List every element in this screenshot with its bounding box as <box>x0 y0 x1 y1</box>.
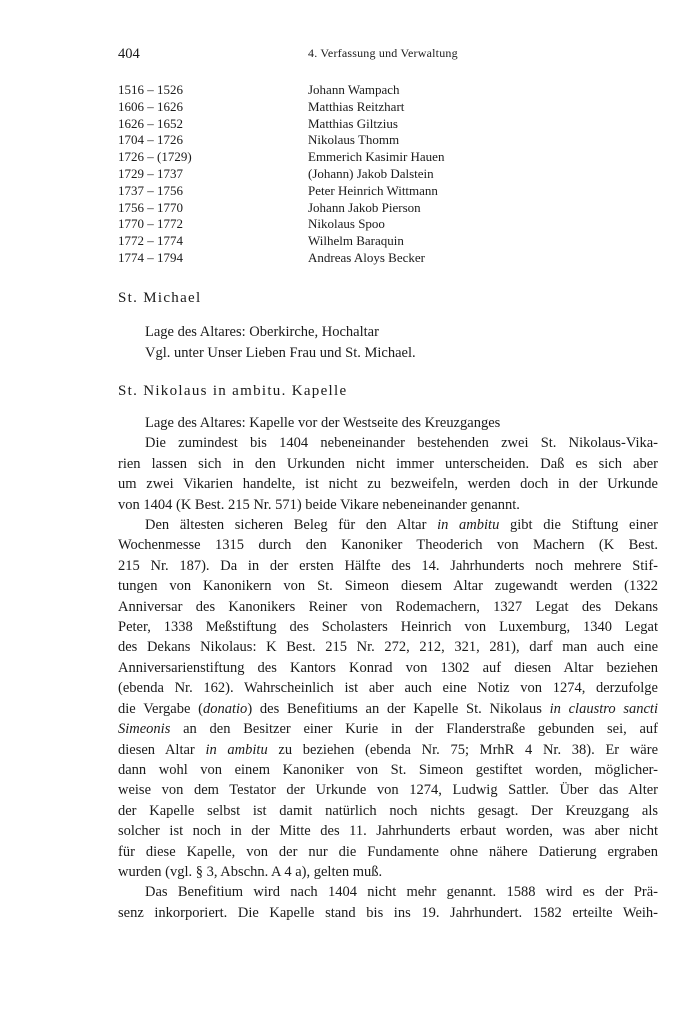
page-number: 404 <box>118 46 140 62</box>
vicar-name: Andreas Aloys Becker <box>308 249 425 265</box>
vicar-years: 1516 – 1526 <box>118 82 183 97</box>
section-title: 4. Verfassung und Verwaltung <box>308 46 458 60</box>
vicar-name: Matthias Reitzhart <box>308 98 405 114</box>
vicar-years: 1756 – 1770 <box>118 199 183 215</box>
paragraph: Den ältesten sicheren Beleg für den Altar in ambitu gibt die Stiftung einer Wochenmesse 1315 durch den Kanoniker Theoderich von Machern (K Best. 215 Nr. 187). Da in der ersten Hälfte des 14. Jahrhunderts noch mehrere Stif- tungen von Kanonikern von St. Simeon diesem Altar zugewandt werden (1322 Anniversar des Kanonikers Reiner von Rodemachern, 1327 Legat des Dekans Peter, 1338 Meßstiftung des Scholasters Heinrich von Luxemburg, 1340 Legat des Dekans Nikolaus: K Best. 215 Nr. 272, 212, 321, 281), darf man auch eine Anniversarienstiftung des Kantors Konrad von 1302 auf diesen Altar beziehen (ebenda Nr. 162). Wahrscheinlich ist aber auch eine Notiz von 1274, derzufolge die Vergabe (donatio) des Benefitiums an der Kapelle St. Nikolaus in claustro sancti Simeonis an den Besitzer einer Kurie in der Flanderstraße gebunden sei, auf diesen Altar in ambitu zu beziehen (ebenda Nr. 75; MrhR 4 Nr. 38). Er wäre dann wohl von einem Kanoniker von St. Simeon gestiftet worden, möglicher- weise von dem Testator der Urkunde von 1274, Ludwig Sattler. Über das Alter der Kapelle selbst ist damit natürlich noch nichts gesagt. Der Kreuzgang als solcher ist noch in der Mitte des 11. Jahrhunderts erbaut worden, was aber nicht für diese Kapelle, von der nur die Fundamente ohne nähere Datierung ergraben wurden (vgl. § 3, Abschn. A 4 a), gelten muß. <box>118 517 659 880</box>
paragraph: Das Benefitium wird nach 1404 nicht mehr genannt. 1588 wird es der Prä- senz inkorporiert. Die Kapelle stand bis ins 19. Jahrhundert. 1582 erteilte Weih- <box>118 884 658 921</box>
vicar-years: 1729 – 1737 <box>118 165 183 181</box>
list-item <box>118 250 658 267</box>
vicar-name: Nikolaus Thomm <box>308 132 400 148</box>
vicar-years: 1774 – 1794 <box>118 249 183 265</box>
vicar-name: Matthias Giltzius <box>308 115 398 131</box>
vicar-name: Johann Wampach <box>308 82 400 97</box>
heading-st-michael: St. Michael <box>118 290 202 306</box>
vicar-years: 1772 – 1774 <box>118 233 183 249</box>
st-nikolaus-text <box>118 413 658 923</box>
vicar-name: Emmerich Kasimir Hauen <box>308 149 445 165</box>
list-item <box>118 233 658 250</box>
list-item <box>118 200 658 217</box>
running-head <box>118 46 658 66</box>
vicar-name: (Johann) Jakob Dalstein <box>308 165 434 181</box>
list-item <box>118 216 658 233</box>
list-item <box>118 149 658 166</box>
heading-st-nikolaus: St. Nikolaus in ambitu. Kapelle <box>118 383 348 399</box>
list-item <box>118 183 658 200</box>
list-item <box>118 166 658 183</box>
vicar-name: Peter Heinrich Wittmann <box>308 182 438 198</box>
st-michael-location: Lage des Altares: Oberkirche, Hochaltar <box>145 324 379 340</box>
vicar-name: Wilhelm Baraquin <box>308 233 404 249</box>
list-item <box>118 82 658 99</box>
vicar-years: 1704 – 1726 <box>118 132 183 148</box>
vicar-name: Nikolaus Spoo <box>308 216 385 232</box>
vicar-years: 1770 – 1772 <box>118 216 183 232</box>
vicar-name: Johann Jakob Pierson <box>308 199 421 215</box>
st-nikolaus-location: Lage des Altares: Kapelle vor der Westseite des Kreuzganges <box>145 415 501 431</box>
list-item <box>118 132 658 149</box>
list-item <box>118 116 658 133</box>
st-michael-reference: Vgl. unter Unser Lieben Frau und St. Michael. <box>145 345 416 361</box>
list-item <box>118 99 658 116</box>
vicar-list <box>118 82 658 267</box>
paragraph: Die zumindest bis 1404 nebeneinander bestehenden zwei St. Nikolaus-Vika- rien lassen sich in den Urkunden nicht immer unterscheiden. Daß es sich aber um zwei Vikarien handelte, ist nicht zu bezweifeln, werden doch in der Urkunde von 1404 (K Best. 215 Nr. 571) beide Vikare nebeneinander genannt. <box>118 435 658 513</box>
vicar-years: 1737 – 1756 <box>118 182 183 198</box>
vicar-years: 1606 – 1626 <box>118 98 183 114</box>
vicar-years: 1726 – (1729) <box>118 149 192 165</box>
vicar-years: 1626 – 1652 <box>118 115 183 131</box>
